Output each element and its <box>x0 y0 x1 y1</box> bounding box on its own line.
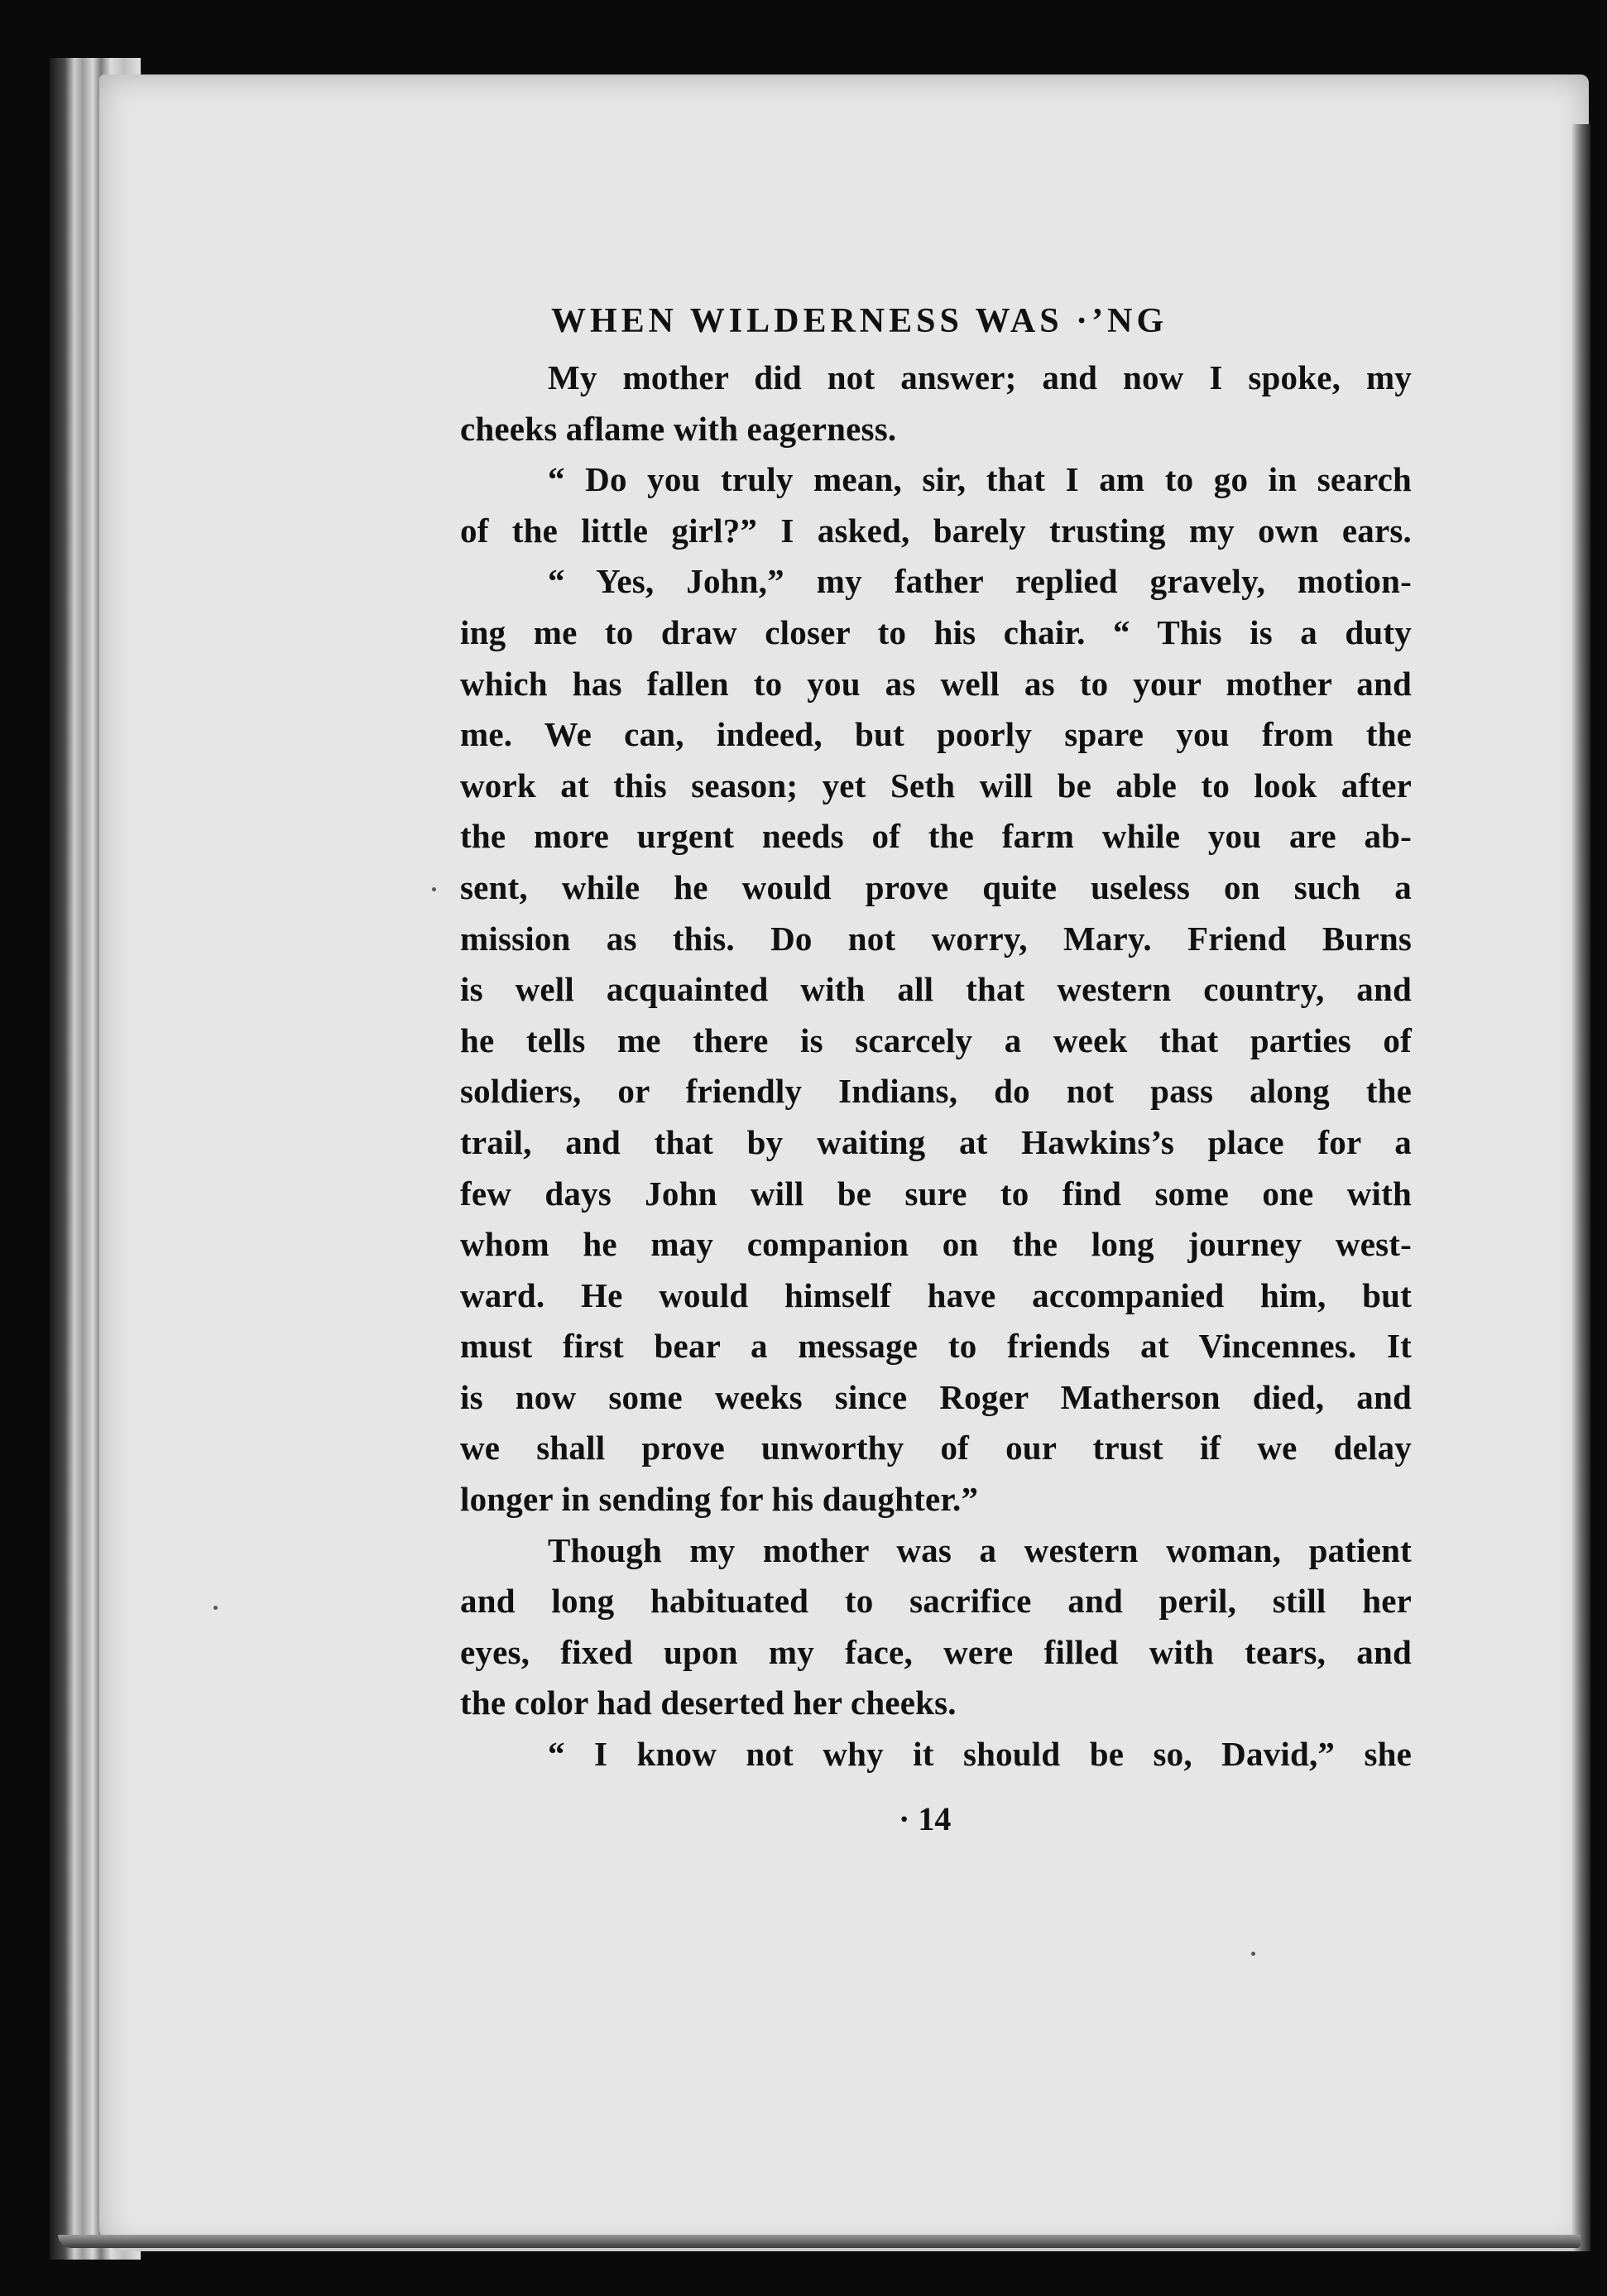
text-line: Though my mother was a western woman, patient <box>548 1530 1412 1569</box>
text-line: cheeks aflame with eagerness. <box>460 409 897 448</box>
text-line: longer in sending for his daughter.” <box>460 1480 979 1519</box>
text-line: whom he may companion on the long journey west- <box>460 1225 1412 1264</box>
text-line: is now some weeks since Roger Matherson died, and <box>460 1377 1412 1416</box>
body-text <box>460 353 1412 1780</box>
text-line: My mother did not answer; and now I spoke, my <box>548 358 1412 396</box>
text-line: “ Yes, John,” my father replied gravely, motion- <box>548 562 1412 601</box>
text-line: mission as this. Do not worry, Mary. Friend Burns <box>460 919 1412 958</box>
paper-speck <box>432 887 436 891</box>
text-line: ward. He would himself have accompanied him, but <box>460 1275 1412 1314</box>
text-line: ing me to draw closer to his chair. “ This is a duty <box>460 612 1412 651</box>
text-line: and long habituated to sacrifice and peril, still her <box>460 1582 1412 1621</box>
running-head: WHEN WILDERNESS WAS ·ʼNG <box>551 302 1168 340</box>
text-line: we shall prove unworthy of our trust if we delay <box>460 1429 1412 1467</box>
text-line: few days John will be sure to find some one with <box>460 1174 1412 1213</box>
text-line: sent, while he would prove quite useless on such a <box>460 867 1412 906</box>
text-line: must first bear a message to friends at Vincennes. It <box>460 1327 1412 1366</box>
page-text-block <box>460 298 1412 1780</box>
text-line: the color had deserted her cheeks. <box>460 1684 957 1722</box>
page-right-edge <box>1572 124 1590 2251</box>
page-bottom-edge <box>58 2235 1581 2248</box>
text-line: of the little girl?” I asked, barely trusting my own ears. <box>460 511 1412 550</box>
text-line: soldiers, or friendly Indians, do not pass along the <box>460 1072 1412 1111</box>
text-line: trail, and that by waiting at Hawkins’s place for a <box>460 1122 1412 1161</box>
text-line: work at this season; yet Seth will be able to look after <box>460 766 1412 805</box>
text-line: eyes, fixed upon my face, were filled with tears, and <box>460 1632 1412 1671</box>
text-line: he tells me there is scarcely a week that parties of <box>460 1021 1412 1059</box>
text-line: me. We can, indeed, but poorly spare you from the <box>460 715 1412 754</box>
paper-speck <box>213 1606 218 1610</box>
text-line: which has fallen to you as well as to your mother and <box>460 664 1412 703</box>
text-line: is well acquainted with all that western country, and <box>460 970 1412 1009</box>
text-line: “ I know not why it should be so, David,” she <box>548 1735 1412 1774</box>
text-line: the more urgent needs of the farm while you are ab- <box>460 817 1412 856</box>
paper-speck <box>1251 1952 1255 1956</box>
text-line: “ Do you truly mean, sir, that I am to go in search <box>548 460 1412 499</box>
page-number: · 14 <box>899 1800 952 1837</box>
